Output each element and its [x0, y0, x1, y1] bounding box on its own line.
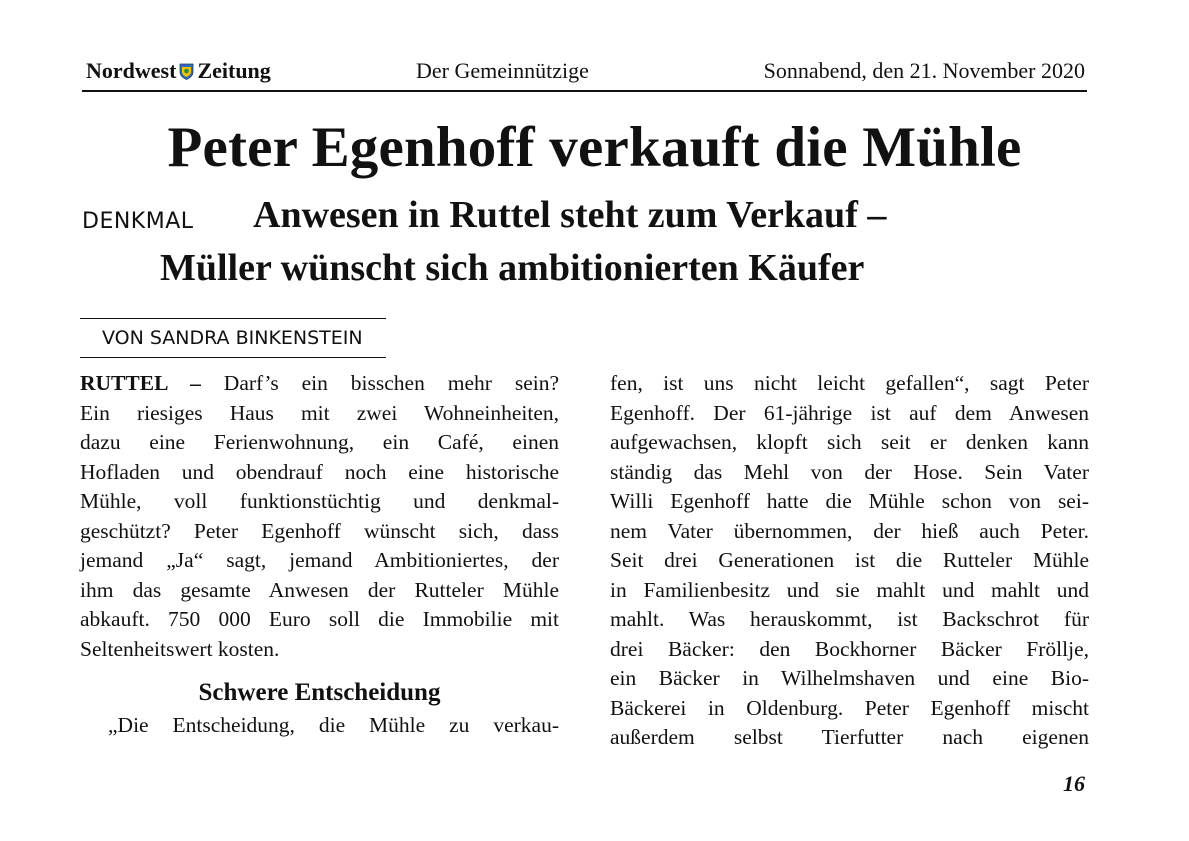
body-line: „Die Entscheidung, die Mühle zu verkau-: [108, 713, 559, 737]
body-line: in Familienbesitz und sie mahlt und mahlt und: [610, 577, 1089, 602]
body-line: Ein riesiges Haus mit zwei Wohneinheiten,: [80, 400, 559, 425]
crosshead: Schwere Entscheidung: [198, 679, 441, 706]
body-line: Seit drei Generationen ist die Rutteler Mühle: [610, 548, 1089, 572]
body-line: Bäckerei in Oldenburg. Peter Egenhoff mischt: [610, 695, 1089, 720]
body-line: mahlt. Was herauskommt, ist Backschrot für: [610, 607, 1089, 631]
byline-box: [80, 318, 386, 358]
byline: VON SANDRA BINKENSTEIN: [102, 327, 363, 349]
brand-name-right: Zeitung: [197, 58, 271, 83]
article-headline: Peter Egenhoff verkauft die Mühle: [167, 116, 1022, 179]
body-line: fen, ist uns nicht leicht gefallen“, sagt Peter: [610, 371, 1089, 395]
section-name: Der Gemeinnützige: [416, 58, 589, 83]
body-line: Seltenheitswert kosten.: [80, 636, 280, 661]
body-line: Hofladen und obendrauf noch eine historische: [80, 459, 559, 484]
body-line: nem Vater übernommen, der hieß auch Peter.: [610, 518, 1089, 543]
body-line: aufgewachsen, klopft sich seit er denken kann: [610, 430, 1089, 454]
body-line: dazu eine Ferienwohnung, ein Café, einen: [80, 430, 559, 454]
brand-name-left: Nordwest: [86, 58, 177, 83]
body-line: abkauft. 750 000 Euro soll die Immobilie mit: [80, 607, 559, 631]
body-line: außerdem selbst Tierfutter nach eigenen: [610, 725, 1089, 749]
body-line: ihm das gesamte Anwesen der Rutteler Mühle: [80, 577, 559, 602]
article-subhead-line-2: Müller wünscht sich ambitionierten Käufer: [160, 247, 865, 289]
newspaper-brand: [86, 58, 271, 84]
body-line: geschützt? Peter Egenhoff wünscht sich, dass: [80, 518, 559, 543]
masthead-rule: [82, 90, 1087, 92]
body-line: ständig das Mehl von der Hose. Sein Vater: [610, 459, 1089, 484]
page-number: 16: [1063, 771, 1085, 796]
body-line: Willi Egenhoff hatte die Mühle schon von sei-: [610, 489, 1089, 513]
body-line: jemand „Ja“ sagt, jemand Ambitioniertes, der: [80, 548, 559, 572]
article-kicker: DENKMAL: [82, 209, 194, 234]
coat-of-arms-icon: [179, 63, 194, 80]
body-line: drei Bäcker: den Bockhorner Bäcker Fröllje,: [610, 636, 1089, 661]
body-line: Egenhoff. Der 61-jährige ist auf dem Anwesen: [610, 400, 1089, 425]
masthead: [82, 58, 1087, 88]
body-line: ein Bäcker in Wilhelmshaven und eine Bio-: [610, 666, 1089, 690]
article-column-right: [610, 369, 1089, 753]
article-subhead-line-1: Anwesen in Ruttel steht zum Verkauf –: [253, 194, 887, 236]
body-line: Mühle, voll funktionstüchtig und denkmal-: [80, 489, 559, 513]
article-column-left: [80, 369, 559, 741]
body-line: RUTTEL – Darf’s ein bisschen mehr sein?: [80, 371, 559, 395]
issue-date: Sonnabend, den 21. November 2020: [763, 58, 1085, 83]
dateline: RUTTEL –: [80, 371, 201, 395]
